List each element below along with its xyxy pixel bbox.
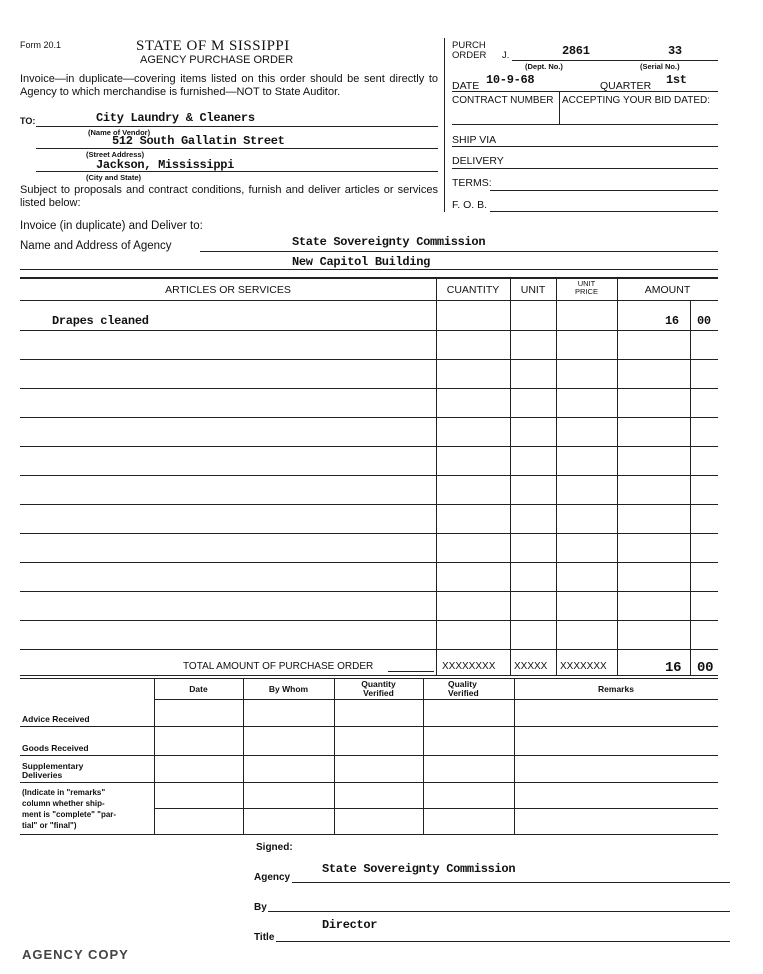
receipt-header-quantity-verified — [334, 680, 423, 698]
header-articles: ARTICLES OR SERVICES — [165, 284, 291, 296]
note-line2: column whether ship- — [22, 799, 105, 808]
page-title: STATE OF M SISSIPPI — [136, 38, 290, 54]
date-label: DATE — [452, 80, 480, 92]
purchase-order-label-2: ORDER — [452, 50, 487, 61]
purchase-order-label-3: J. — [502, 50, 510, 61]
bid-dated-label: ACCEPTING YOUR BID DATED: — [562, 95, 710, 106]
agency-name: State Sovereignty Commission — [292, 235, 486, 249]
vendor-city: Jackson, Mississippi — [96, 158, 235, 172]
terms-label: TERMS: — [452, 177, 492, 189]
page-subtitle: AGENCY PURCHASE ORDER — [140, 54, 294, 66]
total-unit: XXXXX — [514, 661, 548, 672]
to-label: TO: — [20, 116, 36, 126]
header-unit: UNIT — [520, 284, 546, 296]
invoice-deliver-line: Invoice (in duplicate) and Deliver to: — [20, 220, 203, 232]
note-line1: (Indicate in "remarks" — [22, 788, 106, 797]
subject-note: Subject to proposals and contract conditions, furnish and deliver articles or services listed below: — [20, 184, 438, 209]
signature-agency-value: State Sovereignty Commission — [322, 862, 516, 876]
signature-by-label: By — [254, 902, 267, 913]
item-amount-cents: 00 — [697, 314, 711, 328]
supplementary-deliveries-label — [22, 762, 83, 780]
quantity-verified-line2: Verified — [363, 688, 394, 698]
vendor-city-label: (City and State) — [86, 173, 142, 182]
serial-number: 33 — [668, 44, 682, 58]
receipt-header-by-whom: By Whom — [268, 684, 309, 694]
order-date: 10-9-68 — [486, 73, 535, 87]
agency-label: Name and Address of Agency — [20, 240, 172, 252]
item-article: Drapes cleaned — [52, 314, 149, 328]
serial-number-label: (Serial No.) — [640, 62, 680, 71]
signed-label: Signed: — [256, 842, 293, 853]
total-quantity: XXXXXXXX — [442, 661, 496, 672]
total-dollars: 16 — [665, 660, 682, 676]
signature-agency-label: Agency — [254, 872, 291, 883]
remarks-instruction — [22, 787, 116, 831]
purchase-order-label-1: PURCH — [452, 40, 486, 51]
quality-verified-line2: Verified — [448, 688, 479, 698]
total-unit-price: XXXXXXX — [560, 661, 607, 672]
signature-title-label: Title — [254, 932, 275, 943]
goods-received-label: Goods Received — [22, 743, 89, 753]
quarter-value: 1st — [666, 73, 687, 87]
total-label: TOTAL AMOUNT OF PURCHASE ORDER — [183, 661, 374, 672]
receipt-header-remarks: Remarks — [598, 684, 634, 694]
header-quantity: CUANTITY — [446, 284, 500, 296]
delivery-label: DELIVERY — [452, 155, 504, 167]
quality-verified-line1: Quality — [448, 679, 477, 689]
total-cents: 00 — [697, 660, 714, 676]
header-unit-price-line1: UNIT — [577, 279, 596, 288]
supplementary-line1: Supplementary — [22, 761, 84, 771]
footer-stamp: AGENCY COPY — [22, 947, 129, 962]
receipt-header-quality-verified — [448, 680, 479, 698]
quantity-verified-line1: Quantity — [361, 679, 396, 689]
note-line4: tial" or "final") — [22, 821, 77, 830]
dept-number-label: (Dept. No.) — [525, 62, 563, 71]
vendor-name: City Laundry & Cleaners — [96, 111, 255, 125]
fob-label: F. O. B. — [452, 199, 488, 211]
quarter-label: QUARTER — [600, 80, 652, 92]
agency-address: New Capitol Building — [292, 255, 431, 269]
header-amount: AMOUNT — [644, 284, 691, 296]
vendor-name-label: (Name of Vendor) — [88, 128, 151, 137]
item-amount-dollars: 16 — [665, 314, 679, 328]
signature-title-value: Director — [322, 918, 378, 932]
receipt-header-date: Date — [189, 684, 208, 694]
header-unit-price — [556, 280, 617, 296]
vendor-street: 512 South Gallatin Street — [112, 134, 285, 148]
form-number: Form 20.1 — [20, 40, 62, 50]
header-unit-price-line2: PRICE — [575, 287, 598, 296]
note-line3: ment is "complete" "par- — [22, 810, 117, 819]
advice-received-label: Advice Received — [22, 714, 90, 724]
supplementary-line2: Deliveries — [22, 770, 63, 780]
vendor-street-label: (Street Address) — [86, 150, 145, 159]
ship-via-label: SHIP VIA — [452, 134, 497, 146]
invoice-note: Invoice—in duplicate—covering items listed on this order should be sent directly to Agency to which merchandise is furnished—NOT to State Auditor. — [20, 73, 438, 98]
dept-number: 2861 — [562, 44, 590, 58]
contract-number-label: CONTRACT NUMBER — [452, 95, 554, 106]
